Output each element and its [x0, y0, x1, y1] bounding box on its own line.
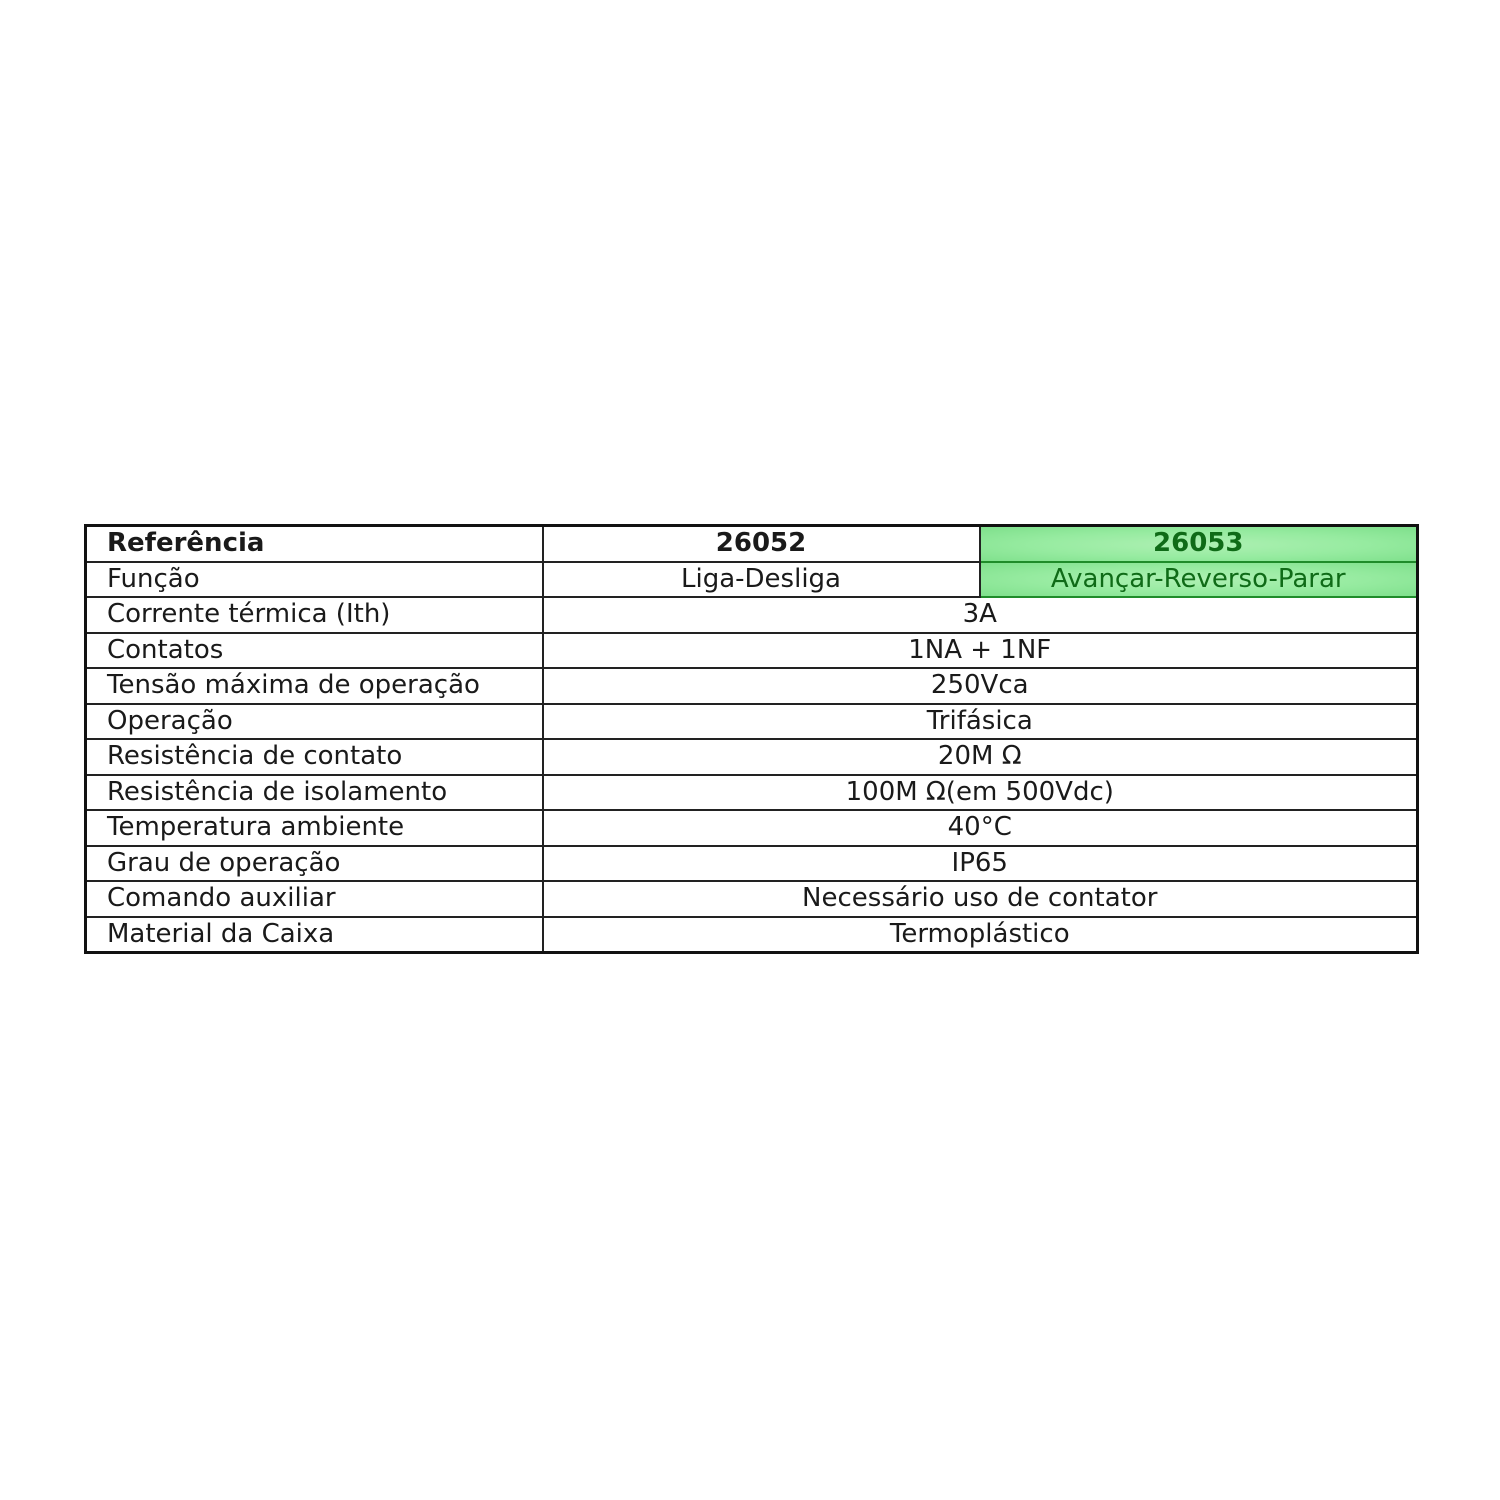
row-value: 1NA + 1NF — [543, 633, 1418, 669]
row-value: Necessário uso de contator — [543, 881, 1418, 917]
table-row — [86, 633, 1418, 669]
row-label: Comando auxiliar — [86, 881, 543, 917]
row-label: Corrente térmica (Ith) — [86, 597, 543, 633]
table-row — [86, 917, 1418, 953]
row-value: Trifásica — [543, 704, 1418, 740]
row-label: Resistência de isolamento — [86, 775, 543, 811]
table-row — [86, 739, 1418, 775]
row-label: Material da Caixa — [86, 917, 543, 953]
row-value: 3A — [543, 597, 1418, 633]
table-row — [86, 597, 1418, 633]
table-row — [86, 668, 1418, 704]
table-row — [86, 775, 1418, 811]
row-value: 20M Ω — [543, 739, 1418, 775]
header-label: Referência — [86, 526, 543, 562]
funcao-row — [86, 562, 1418, 598]
row-value: 40°C — [543, 810, 1418, 846]
funcao-value-a: Liga-Desliga — [543, 562, 980, 598]
row-value: IP65 — [543, 846, 1418, 882]
row-value: 250Vca — [543, 668, 1418, 704]
header-row — [86, 526, 1418, 562]
row-label: Operação — [86, 704, 543, 740]
funcao-value-b: Avançar-Reverso-Parar — [980, 562, 1418, 598]
ref-26053: 26053 — [980, 526, 1418, 562]
row-value: 100M Ω(em 500Vdc) — [543, 775, 1418, 811]
spec-table — [84, 524, 1419, 954]
funcao-label: Função — [86, 562, 543, 598]
row-value: Termoplástico — [543, 917, 1418, 953]
table-row — [86, 846, 1418, 882]
ref-26052: 26052 — [543, 526, 980, 562]
row-label: Tensão máxima de operação — [86, 668, 543, 704]
row-label: Grau de operação — [86, 846, 543, 882]
row-label: Resistência de contato — [86, 739, 543, 775]
row-label: Temperatura ambiente — [86, 810, 543, 846]
row-label: Contatos — [86, 633, 543, 669]
table-row — [86, 881, 1418, 917]
table-row — [86, 810, 1418, 846]
table-row — [86, 704, 1418, 740]
